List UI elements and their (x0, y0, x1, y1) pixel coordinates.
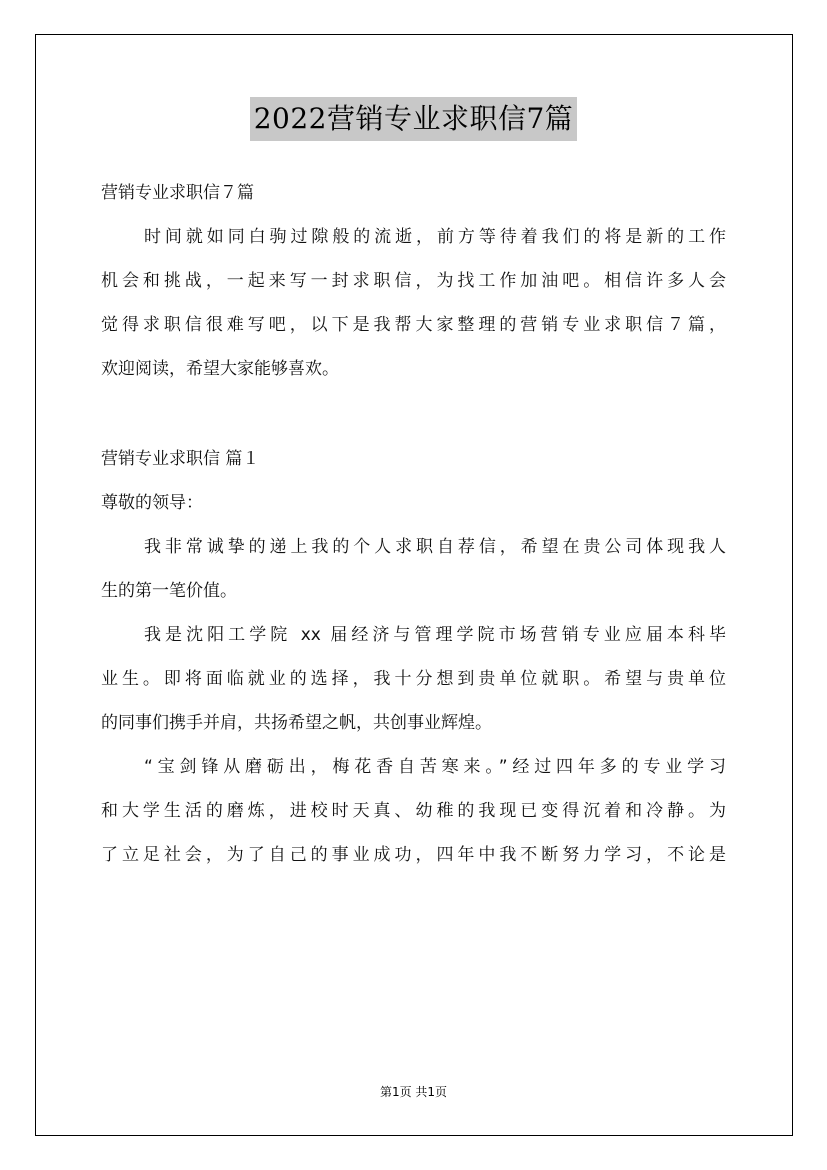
intro-line: 时间就如同白驹过隙般的流逝，前方等待着我们的将是新的工作 (144, 227, 726, 247)
salutation: 尊敬的领导： (101, 493, 203, 513)
intro-line: 机会和挑战，一起来写一封求职信，为找工作加油吧。相信许多人会 (101, 271, 726, 291)
paragraph-line: 我是沈阳工学院 xx 届经济与管理学院市场营销专业应届本科毕 (144, 625, 726, 645)
paragraph-line: 我非常诚挚的递上我的个人求职自荐信，希望在贵公司体现我人 (144, 537, 726, 557)
paragraph-line: 生的第一笔价值。 (101, 581, 237, 601)
paragraph-line: 业生。即将面临就业的选择，我十分想到贵单位就职。希望与贵单位 (101, 669, 726, 689)
document-title: 2022营销专业求职信7篇 (250, 97, 578, 141)
paragraph-line: 了立足社会，为了自己的事业成功，四年中我不断努力学习，不论是 (101, 845, 726, 865)
page-footer: 第1页 共1页 (379, 1085, 448, 1099)
title-container (0, 97, 827, 141)
intro-line: 欢迎阅读，希望大家能够喜欢。 (101, 359, 339, 379)
paragraph-line: 和大学生活的磨炼，进校时天真、幼稚的我现已变得沉着和冷静。为 (101, 801, 726, 821)
intro-line: 觉得求职信很难写吧，以下是我帮大家整理的营销专业求职信７篇， (101, 315, 726, 335)
paragraph-line: 的同事们携手并肩，共扬希望之帆，共创事业辉煌。 (101, 713, 492, 733)
document-body (101, 171, 726, 877)
paragraph-line: “宝剑锋从磨砺出，梅花香自苦寒来。”经过四年多的专业学习 (144, 757, 726, 777)
section-heading: 营销专业求职信 篇１ (101, 449, 260, 469)
subtitle: 营销专业求职信７篇 (101, 183, 254, 203)
spacer (101, 391, 726, 437)
